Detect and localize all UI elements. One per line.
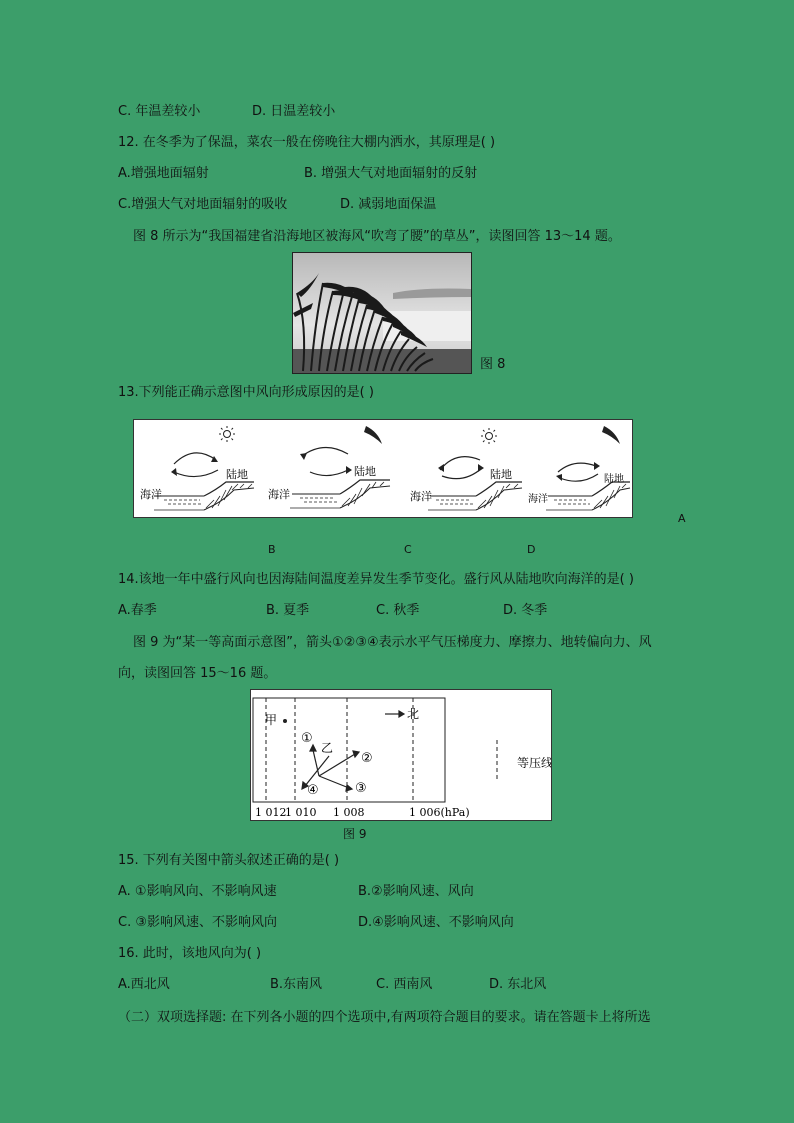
panel-d <box>546 426 630 510</box>
panel-letter-c: C <box>404 543 412 556</box>
q15-option-d: D.④影响风速、不影响风向 <box>358 915 514 930</box>
q12-option-d: D. 减弱地面保温 <box>340 197 437 212</box>
q11-option-d: D. 日温差较小 <box>252 104 336 119</box>
q16-option-c: C. 西南风 <box>376 977 433 992</box>
fig9-intro-line1: 图 9 为“某一等高面示意图”，箭头①②③④表示水平气压梯度力、摩擦力、地转偏向力、风 <box>133 635 652 650</box>
fig9-intro-line2: 向，读图回答 15～16 题。 <box>118 666 277 681</box>
q14-stem: 14.该地一年中盛行风向也因海陆间温度差异发生季节变化。盛行风从陆地吹向海洋的是( ) <box>118 572 634 587</box>
q14-option-b: B. 夏季 <box>266 603 310 618</box>
label-circle-1: ① <box>301 731 313 746</box>
q14-option-a: A.春季 <box>118 603 157 618</box>
panel-letter-b: B <box>268 543 276 556</box>
land-sea-breeze-diagram <box>133 419 633 518</box>
isobar-legend: 等压线 <box>517 756 551 770</box>
q16-stem: 16. 此时，该地风向为( ) <box>118 946 262 961</box>
pressure-1006: 1 006(hPa) <box>409 806 470 819</box>
panel-c-land-label: 陆地 <box>490 468 512 481</box>
pressure-1012: 1 012 <box>255 806 287 819</box>
q14-option-c: C. 秋季 <box>376 603 420 618</box>
panel-b-land-label: 陆地 <box>354 465 376 478</box>
panel-letter-d: D <box>527 543 536 556</box>
label-circle-4: ④ <box>307 783 319 798</box>
pressure-1010: 1 010 <box>285 806 317 819</box>
q12-option-a: A.增强地面辐射 <box>118 166 209 181</box>
q14-option-d: D. 冬季 <box>503 603 548 618</box>
q15-stem: 15. 下列有关图中箭头叙述正确的是( ) <box>118 853 340 868</box>
label-north: 北 <box>407 707 420 721</box>
panel-letter-a: A <box>678 512 686 525</box>
q15-option-a: A. ①影响风向、不影响风速 <box>118 884 277 899</box>
panel-c-sea-label: 海洋 <box>410 490 432 503</box>
label-yi: 乙 <box>321 741 334 755</box>
fig8-photo-grass <box>292 252 472 374</box>
pressure-1008: 1 008 <box>333 806 365 819</box>
q13-stem: 13.下列能正确示意图中风向形成原因的是( ) <box>118 385 374 400</box>
panel-d-land-label: 陆地 <box>604 474 624 485</box>
q16-option-b: B.东南风 <box>270 977 323 992</box>
q15-option-b: B.②影响风速、风向 <box>358 884 474 899</box>
label-jia: 甲 <box>265 713 278 727</box>
fig8-intro: 图 8 所示为“我国福建省沿海地区被海风“吹弯了腰”的草丛”，读图回答 13～14 题。 <box>133 229 621 244</box>
q12-option-b: B. 增强大气对地面辐射的反射 <box>304 166 478 181</box>
section2-heading: （二）双项选择题: 在下列各小题的四个选项中,有两项符合题目的要求。请在答题卡上将所选 <box>118 1010 651 1025</box>
label-circle-3: ③ <box>355 781 367 796</box>
q11-option-c: C. 年温差较小 <box>118 104 201 119</box>
panel-a-land-label: 陆地 <box>226 468 248 481</box>
label-circle-2: ② <box>361 751 373 766</box>
q12-stem: 12. 在冬季为了保温，菜农一般在傍晚往大棚内洒水，其原理是( ) <box>118 135 496 150</box>
q16-option-d: D. 东北风 <box>489 977 547 992</box>
fig9-caption: 图 9 <box>343 827 367 841</box>
panel-b-sea-label: 海洋 <box>268 488 290 501</box>
fig8-caption: 图 8 <box>480 357 506 372</box>
q12-option-c: C.增强大气对地面辐射的吸收 <box>118 197 288 212</box>
panel-a-sea-label: 海洋 <box>140 488 162 501</box>
q15-option-c: C. ③影响风速、不影响风向 <box>118 915 277 930</box>
panel-d-sea-label: 海洋 <box>528 494 548 505</box>
q16-option-a: A.西北风 <box>118 977 170 992</box>
isobar-diagram <box>250 689 552 821</box>
